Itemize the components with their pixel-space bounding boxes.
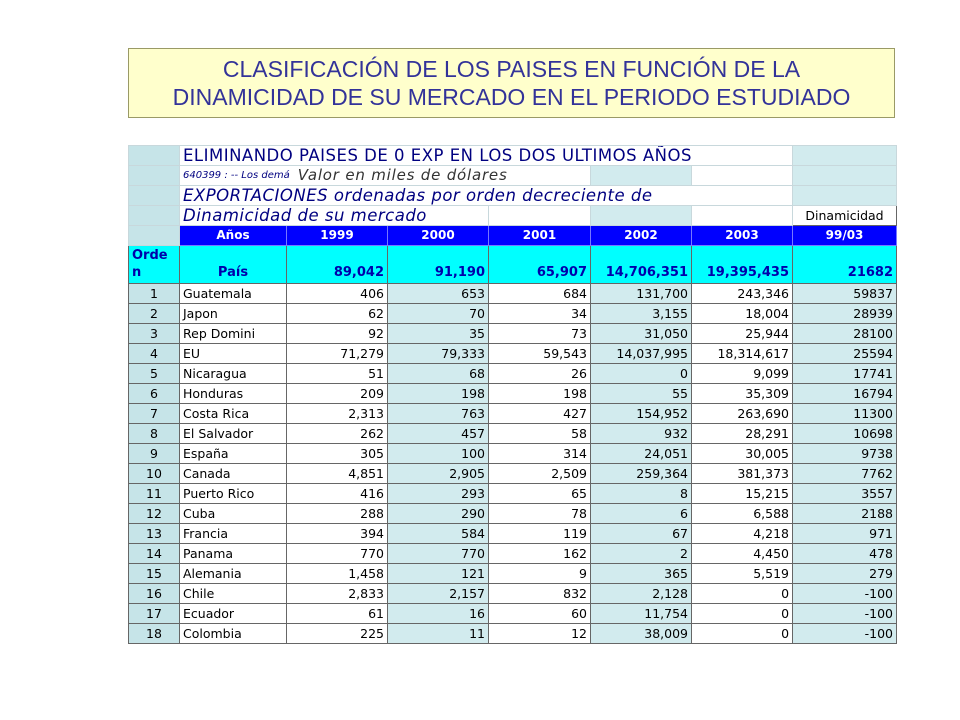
header-eliminando: ELIMINANDO PAISES DE 0 EXP EN LOS DOS ULTIMOS AÑOS (180, 146, 793, 166)
table-row (129, 464, 897, 484)
value-cell: 770 (287, 544, 388, 564)
orden-cell: 16 (129, 584, 180, 604)
country-cell: Costa Rica (180, 404, 287, 424)
value-cell: 457 (388, 424, 489, 444)
country-cell: Nicaragua (180, 364, 287, 384)
title-line-1: CLASIFICACIÓN DE LOS PAISES EN FUNCIÓN DE LA (222, 56, 801, 82)
value-cell: 154,952 (591, 404, 692, 424)
table-row (129, 544, 897, 564)
value-cell: 6 (591, 504, 692, 524)
dinamicidad-cell: 17741 (793, 364, 897, 384)
value-cell: 684 (489, 284, 591, 304)
dinamicidad-cell: 25594 (793, 344, 897, 364)
value-cell: 4,218 (692, 524, 793, 544)
title-line-2: DINAMICIDAD DE SU MERCADO EN EL PERIODO ESTUDIADO (172, 84, 851, 110)
total-cell: 14,706,351 (591, 246, 692, 284)
table-row (129, 384, 897, 404)
value-cell: 9 (489, 564, 591, 584)
orden-cell: 17 (129, 604, 180, 624)
orden-cell: 9 (129, 444, 180, 464)
orden-cell: 14 (129, 544, 180, 564)
value-cell: 8 (591, 484, 692, 504)
value-cell: 243,346 (692, 284, 793, 304)
dinamicidad-cell: 2188 (793, 504, 897, 524)
value-cell: 365 (591, 564, 692, 584)
total-cell: 65,907 (489, 246, 591, 284)
value-cell: 932 (591, 424, 692, 444)
value-cell: 381,373 (692, 464, 793, 484)
table-row (129, 344, 897, 364)
dinamicidad-cell: 10698 (793, 424, 897, 444)
value-cell: 198 (388, 384, 489, 404)
table-row (129, 484, 897, 504)
value-cell: 38,009 (591, 624, 692, 644)
total-cell: 19,395,435 (692, 246, 793, 284)
value-cell: 18,004 (692, 304, 793, 324)
country-cell: España (180, 444, 287, 464)
orden-cell: 18 (129, 624, 180, 644)
dinamicidad-cell: 11300 (793, 404, 897, 424)
value-cell: 2,905 (388, 464, 489, 484)
value-cell: 73 (489, 324, 591, 344)
value-cell: 58 (489, 424, 591, 444)
value-cell: 67 (591, 524, 692, 544)
value-cell: 68 (388, 364, 489, 384)
value-cell: 0 (692, 604, 793, 624)
dinamicidad-cell: 9738 (793, 444, 897, 464)
value-cell: 0 (692, 584, 793, 604)
table-row (129, 284, 897, 304)
value-cell: 79,333 (388, 344, 489, 364)
value-cell: 290 (388, 504, 489, 524)
value-cell: 198 (489, 384, 591, 404)
country-cell: Honduras (180, 384, 287, 404)
year-cell: 99/03 (793, 226, 897, 246)
year-cell: 1999 (287, 226, 388, 246)
value-cell: 2,313 (287, 404, 388, 424)
value-cell: 427 (489, 404, 591, 424)
dinamicidad-cell: 28100 (793, 324, 897, 344)
value-cell: 209 (287, 384, 388, 404)
years-label: Años (180, 226, 287, 246)
value-cell: 584 (388, 524, 489, 544)
orden-cell: 13 (129, 524, 180, 544)
year-cell: 2003 (692, 226, 793, 246)
years-row (129, 226, 897, 246)
value-cell: 1,458 (287, 564, 388, 584)
header-exportaciones: EXPORTACIONES ordenadas por orden decreciente de (180, 186, 793, 206)
table-row (129, 504, 897, 524)
value-cell: 34 (489, 304, 591, 324)
value-cell: 0 (591, 364, 692, 384)
country-cell: Francia (180, 524, 287, 544)
dinamicidad-cell: 7762 (793, 464, 897, 484)
value-cell: 394 (287, 524, 388, 544)
country-cell: Guatemala (180, 284, 287, 304)
value-cell: 14,037,995 (591, 344, 692, 364)
orden-cell: 4 (129, 344, 180, 364)
value-cell: 100 (388, 444, 489, 464)
country-cell: Ecuador (180, 604, 287, 624)
value-cell: 18,314,617 (692, 344, 793, 364)
table-row (129, 404, 897, 424)
slide-title (128, 48, 895, 118)
country-cell: Panama (180, 544, 287, 564)
year-cell: 2001 (489, 226, 591, 246)
value-cell: 70 (388, 304, 489, 324)
orden-cell: 10 (129, 464, 180, 484)
total-cell: 21682 (793, 246, 897, 284)
value-cell: 25,944 (692, 324, 793, 344)
country-cell: Puerto Rico (180, 484, 287, 504)
header-row-4 (129, 206, 897, 226)
value-cell: 24,051 (591, 444, 692, 464)
orden-cell: 6 (129, 384, 180, 404)
orden-cell: 5 (129, 364, 180, 384)
country-cell: Alemania (180, 564, 287, 584)
year-cell: 2000 (388, 226, 489, 246)
country-cell: Cuba (180, 504, 287, 524)
header-row-3 (129, 186, 897, 206)
value-cell: 11 (388, 624, 489, 644)
value-cell: 225 (287, 624, 388, 644)
value-cell: 305 (287, 444, 388, 464)
dinamicidad-cell: -100 (793, 604, 897, 624)
orden-cell: 12 (129, 504, 180, 524)
value-cell: 416 (287, 484, 388, 504)
value-cell: 12 (489, 624, 591, 644)
value-cell: 3,155 (591, 304, 692, 324)
value-cell: 314 (489, 444, 591, 464)
orden-header: Orde n (129, 246, 180, 284)
orden-cell: 2 (129, 304, 180, 324)
export-table (128, 145, 897, 644)
country-cell: Chile (180, 584, 287, 604)
orden-cell: 8 (129, 424, 180, 444)
total-cell: 91,190 (388, 246, 489, 284)
table-row (129, 444, 897, 464)
dinamicidad-label: Dinamicidad (793, 206, 897, 226)
value-cell: 119 (489, 524, 591, 544)
totals-row (129, 246, 897, 284)
dinamicidad-cell: 59837 (793, 284, 897, 304)
value-cell: 2,509 (489, 464, 591, 484)
value-cell: 51 (287, 364, 388, 384)
value-cell: 2 (591, 544, 692, 564)
dinamicidad-cell: -100 (793, 624, 897, 644)
header-row-1 (129, 146, 897, 166)
value-cell: 121 (388, 564, 489, 584)
value-cell: 30,005 (692, 444, 793, 464)
value-cell: 406 (287, 284, 388, 304)
orden-cell: 7 (129, 404, 180, 424)
total-cell: 89,042 (287, 246, 388, 284)
pais-header: País (180, 246, 287, 284)
country-cell: Colombia (180, 624, 287, 644)
country-cell: Rep Domini (180, 324, 287, 344)
value-cell: 92 (287, 324, 388, 344)
value-cell: 31,050 (591, 324, 692, 344)
value-cell: 15,215 (692, 484, 793, 504)
orden-cell: 15 (129, 564, 180, 584)
value-cell: 6,588 (692, 504, 793, 524)
dinamicidad-cell: 16794 (793, 384, 897, 404)
table-row (129, 564, 897, 584)
value-cell: 262 (287, 424, 388, 444)
value-cell: 293 (388, 484, 489, 504)
header-row-2 (129, 166, 897, 186)
value-cell: 832 (489, 584, 591, 604)
product-code-note: 640399 : -- Los demá (183, 170, 290, 181)
value-cell: 162 (489, 544, 591, 564)
value-cell: 5,519 (692, 564, 793, 584)
value-cell: 259,364 (591, 464, 692, 484)
value-cell: 55 (591, 384, 692, 404)
country-cell: El Salvador (180, 424, 287, 444)
table-row (129, 624, 897, 644)
value-cell: 131,700 (591, 284, 692, 304)
table-row (129, 604, 897, 624)
dinamicidad-cell: 971 (793, 524, 897, 544)
table-row (129, 324, 897, 344)
value-cell: 763 (388, 404, 489, 424)
value-cell: 62 (287, 304, 388, 324)
country-cell: Japon (180, 304, 287, 324)
value-cell: 4,450 (692, 544, 793, 564)
value-cell: 2,833 (287, 584, 388, 604)
value-cell: 35 (388, 324, 489, 344)
table-row (129, 584, 897, 604)
value-cell: 59,543 (489, 344, 591, 364)
dinamicidad-cell: 3557 (793, 484, 897, 504)
value-cell: 61 (287, 604, 388, 624)
table-row (129, 424, 897, 444)
value-cell: 35,309 (692, 384, 793, 404)
value-cell: 263,690 (692, 404, 793, 424)
value-cell: 653 (388, 284, 489, 304)
table-row (129, 304, 897, 324)
dinamicidad-cell: 28939 (793, 304, 897, 324)
value-cell: 28,291 (692, 424, 793, 444)
value-cell: 71,279 (287, 344, 388, 364)
value-cell: 770 (388, 544, 489, 564)
value-cell: 2,157 (388, 584, 489, 604)
table-row (129, 524, 897, 544)
value-cell: 11,754 (591, 604, 692, 624)
value-cell: 60 (489, 604, 591, 624)
value-cell: 288 (287, 504, 388, 524)
value-cell: 65 (489, 484, 591, 504)
value-units-label: Valor en miles de dólares (297, 166, 508, 184)
country-cell: EU (180, 344, 287, 364)
value-cell: 4,851 (287, 464, 388, 484)
year-cell: 2002 (591, 226, 692, 246)
value-cell: 16 (388, 604, 489, 624)
value-cell: 0 (692, 624, 793, 644)
table-row (129, 364, 897, 384)
orden-cell: 11 (129, 484, 180, 504)
orden-cell: 1 (129, 284, 180, 304)
country-cell: Canada (180, 464, 287, 484)
value-cell: 2,128 (591, 584, 692, 604)
dinamicidad-cell: -100 (793, 584, 897, 604)
dinamicidad-cell: 279 (793, 564, 897, 584)
value-cell: 78 (489, 504, 591, 524)
value-cell: 9,099 (692, 364, 793, 384)
orden-cell: 3 (129, 324, 180, 344)
header-dinamicidad: Dinamicidad de su mercado (180, 206, 489, 226)
value-cell: 26 (489, 364, 591, 384)
dinamicidad-cell: 478 (793, 544, 897, 564)
